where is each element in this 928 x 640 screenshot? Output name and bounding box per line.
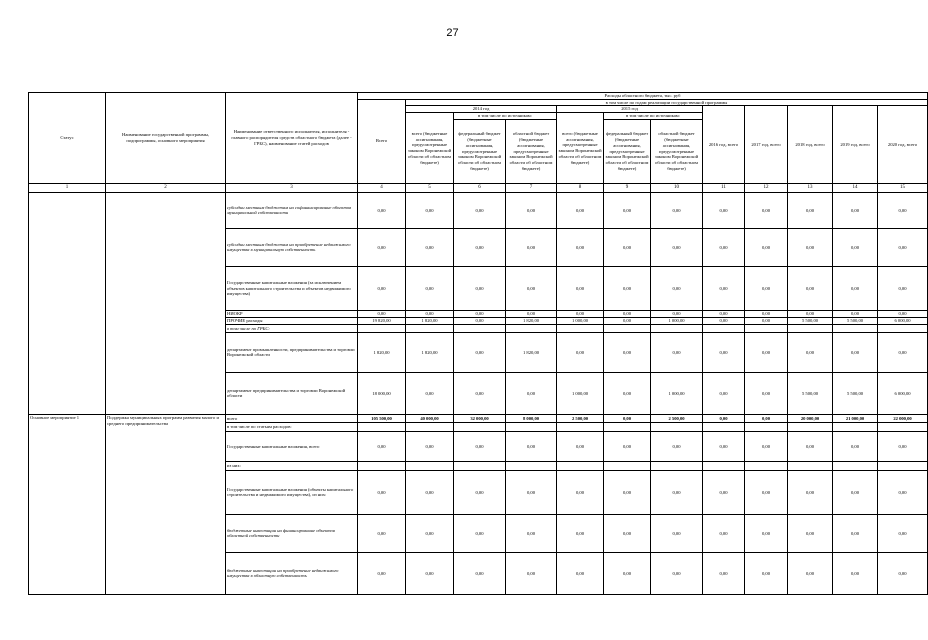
value-cell xyxy=(406,461,454,470)
value-cell: 5 500,00 xyxy=(788,317,833,324)
program-name-cell xyxy=(106,192,226,414)
value-cell: 0,00 xyxy=(358,514,406,552)
value-cell: 1 000,00 xyxy=(651,372,703,414)
value-cell: 0,00 xyxy=(703,266,745,310)
header-program-name: Наименование государственной программы, подпрограммы, основного мероприятия xyxy=(106,93,226,184)
expense-item-label: из них: xyxy=(226,461,358,470)
header-2014-regional: областной бюджет (бюджетные ассигнования, предусмотренные законом Воронежской области об областном бюджете) xyxy=(506,119,557,183)
value-cell: 0,00 xyxy=(651,514,703,552)
header-2014-sources: в том числе по источникам: xyxy=(454,113,557,120)
header-expenses-title: Расходы областного бюджета, тыс. руб xyxy=(358,93,928,100)
value-cell: 0,00 xyxy=(878,514,928,552)
header-2020: 2020 год, всего xyxy=(878,106,928,183)
header-executor: Наименование ответственного исполнителя, исполнителя - главного распорядителя средств областного бюджета (далее - ГРБС), наименование статей расходов xyxy=(226,93,358,184)
value-cell: 20 000,00 xyxy=(788,414,833,422)
expense-item-label: в том числе по статьям расходов: xyxy=(226,422,358,431)
value-cell: 0,00 xyxy=(745,552,788,594)
column-number: 3 xyxy=(226,183,358,192)
value-cell: 0,00 xyxy=(406,266,454,310)
column-number: 12 xyxy=(745,183,788,192)
value-cell xyxy=(651,461,703,470)
header-2014-federal: федеральный бюджет (бюджетные ассигнования, предусмотренные законом Воронежской области об областном бюджете) xyxy=(454,119,506,183)
value-cell: 0,00 xyxy=(557,310,604,317)
value-cell: 0,00 xyxy=(506,431,557,461)
value-cell: 0,00 xyxy=(557,228,604,266)
value-cell: 0,00 xyxy=(358,266,406,310)
value-cell: 0,00 xyxy=(703,552,745,594)
value-cell xyxy=(651,422,703,431)
value-cell: 0,00 xyxy=(833,266,878,310)
value-cell: 1 000,00 xyxy=(557,372,604,414)
header-status: Статус xyxy=(29,93,106,184)
expense-item-label: НИОКР xyxy=(226,310,358,317)
value-cell: 0,00 xyxy=(878,192,928,228)
value-cell: 0,00 xyxy=(557,470,604,514)
value-cell: 5 500,00 xyxy=(833,372,878,414)
value-cell: 0,00 xyxy=(454,552,506,594)
header-by-years: в том числе по годам реализации государственной программы xyxy=(406,99,928,106)
value-cell: 0,00 xyxy=(788,228,833,266)
header-2014-all: всего (бюджетные ассигнования, предусмотренные законом Воронежской области об областном бюджете) xyxy=(406,113,454,184)
value-cell: 0,00 xyxy=(454,431,506,461)
header-total: Всего xyxy=(358,99,406,183)
value-cell: 0,00 xyxy=(703,514,745,552)
value-cell: 2 500,00 xyxy=(557,414,604,422)
value-cell: 0,00 xyxy=(406,372,454,414)
column-number: 4 xyxy=(358,183,406,192)
value-cell: 0,00 xyxy=(878,431,928,461)
value-cell: 0,00 xyxy=(454,228,506,266)
value-cell: 0,00 xyxy=(604,310,651,317)
value-cell: 0,00 xyxy=(358,228,406,266)
value-cell: 0,00 xyxy=(703,310,745,317)
value-cell xyxy=(358,422,406,431)
value-cell xyxy=(604,422,651,431)
value-cell: 0,00 xyxy=(604,192,651,228)
column-numbers-row xyxy=(29,183,928,192)
value-cell xyxy=(506,422,557,431)
value-cell: 0,00 xyxy=(604,470,651,514)
value-cell: 1 820,00 xyxy=(358,332,406,372)
value-cell: 0,00 xyxy=(833,310,878,317)
value-cell xyxy=(454,324,506,332)
value-cell: 0,00 xyxy=(833,332,878,372)
value-cell: 0,00 xyxy=(651,552,703,594)
value-cell: 0,00 xyxy=(358,310,406,317)
value-cell: 0,00 xyxy=(833,431,878,461)
value-cell: 0,00 xyxy=(788,310,833,317)
value-cell: 0,00 xyxy=(454,514,506,552)
value-cell: 0,00 xyxy=(604,266,651,310)
value-cell: 1 820,00 xyxy=(506,332,557,372)
value-cell: 6 000,00 xyxy=(878,317,928,324)
header-2015-regional: областной бюджет (бюджетные ассигнования, предусмотренные законом Воронежской области об областном бюджете) xyxy=(651,119,703,183)
column-number: 2 xyxy=(106,183,226,192)
column-number: 15 xyxy=(878,183,928,192)
expense-item-label: департамент промышленности, предпринимательства и торговли Воронежской области xyxy=(226,332,358,372)
expense-item-label: Государственные капитальные вложения (за исключением объектов капитального строительства и объектов недвижимого имущества) xyxy=(226,266,358,310)
value-cell xyxy=(406,422,454,431)
value-cell: 0,00 xyxy=(406,552,454,594)
budget-table xyxy=(28,92,928,595)
value-cell xyxy=(833,422,878,431)
value-cell: 0,00 xyxy=(703,470,745,514)
value-cell: 0,00 xyxy=(833,552,878,594)
table-header xyxy=(29,93,928,193)
value-cell: 0,00 xyxy=(745,431,788,461)
value-cell: 0,00 xyxy=(604,414,651,422)
value-cell xyxy=(604,324,651,332)
value-cell: 0,00 xyxy=(788,514,833,552)
value-cell: 0,00 xyxy=(833,514,878,552)
value-cell: 0,00 xyxy=(406,192,454,228)
column-number: 5 xyxy=(406,183,454,192)
value-cell: 0,00 xyxy=(358,470,406,514)
value-cell: 0,00 xyxy=(506,514,557,552)
value-cell: 0,00 xyxy=(358,552,406,594)
expense-item-label: департамент предпринимательства и торговли Воронежской области xyxy=(226,372,358,414)
value-cell xyxy=(604,461,651,470)
value-cell xyxy=(557,324,604,332)
value-cell xyxy=(358,324,406,332)
value-cell: 0,00 xyxy=(878,470,928,514)
value-cell: 0,00 xyxy=(745,228,788,266)
value-cell xyxy=(745,324,788,332)
value-cell xyxy=(703,324,745,332)
column-number: 6 xyxy=(454,183,506,192)
value-cell: 0,00 xyxy=(833,470,878,514)
value-cell: 0,00 xyxy=(703,414,745,422)
value-cell: 0,00 xyxy=(745,317,788,324)
program-name-cell: Поддержка муниципальных программ развития малого и среднего предпринимательства xyxy=(106,414,226,594)
value-cell: 0,00 xyxy=(788,332,833,372)
column-number: 7 xyxy=(506,183,557,192)
value-cell: 0,00 xyxy=(604,431,651,461)
value-cell xyxy=(703,461,745,470)
value-cell xyxy=(406,324,454,332)
value-cell: 0,00 xyxy=(454,192,506,228)
value-cell xyxy=(833,461,878,470)
value-cell: 0,00 xyxy=(604,514,651,552)
expense-item-label: бюджетные инвестиции на финансирование объектов областной собственности xyxy=(226,514,358,552)
expense-item-label: субсидии местным бюджетам на софинансирование объектов муниципальной собственности xyxy=(226,192,358,228)
column-number: 14 xyxy=(833,183,878,192)
value-cell: 0,00 xyxy=(703,372,745,414)
value-cell: 0,00 xyxy=(454,470,506,514)
value-cell: 0,00 xyxy=(745,372,788,414)
value-cell: 0,00 xyxy=(406,228,454,266)
status-cell xyxy=(29,192,106,414)
value-cell: 0,00 xyxy=(651,332,703,372)
value-cell: 0,00 xyxy=(454,266,506,310)
value-cell xyxy=(788,422,833,431)
value-cell: 0,00 xyxy=(788,470,833,514)
value-cell: 0,00 xyxy=(557,552,604,594)
value-cell: 0,00 xyxy=(506,552,557,594)
value-cell xyxy=(358,461,406,470)
header-2015-federal: федеральный бюджет (бюджетные ассигнования, предусмотренные законом Воронежской области об областном бюджете) xyxy=(604,119,651,183)
value-cell: 0,00 xyxy=(506,310,557,317)
value-cell: 0,00 xyxy=(557,266,604,310)
value-cell xyxy=(788,461,833,470)
value-cell: 0,00 xyxy=(454,372,506,414)
value-cell xyxy=(454,422,506,431)
value-cell: 0,00 xyxy=(454,310,506,317)
value-cell: 0,00 xyxy=(788,431,833,461)
value-cell: 0,00 xyxy=(745,514,788,552)
value-cell: 0,00 xyxy=(604,552,651,594)
column-number: 13 xyxy=(788,183,833,192)
value-cell: 0,00 xyxy=(745,266,788,310)
value-cell: 0,00 xyxy=(557,431,604,461)
value-cell: 0,00 xyxy=(745,414,788,422)
value-cell: 0,00 xyxy=(878,310,928,317)
value-cell: 0,00 xyxy=(745,192,788,228)
column-number: 8 xyxy=(557,183,604,192)
value-cell: 0,00 xyxy=(557,332,604,372)
expense-item-label: Государственные капитальные вложения (объекты капитального строительства и недвижимого имущества), из них: xyxy=(226,470,358,514)
value-cell: 40 000,00 xyxy=(406,414,454,422)
value-cell: 0,00 xyxy=(406,310,454,317)
value-cell: 22 000,00 xyxy=(878,414,928,422)
value-cell: 21 000,00 xyxy=(833,414,878,422)
header-2015-all: всего (бюджетные ассигнования, предусмотренные законом Воронежской области об областном бюджете) xyxy=(557,113,604,184)
value-cell: 0,00 xyxy=(745,332,788,372)
expense-item-label: субсидии местным бюджетам на приобретение недвижимого имущества в муниципальную собственность xyxy=(226,228,358,266)
value-cell: 0,00 xyxy=(651,431,703,461)
column-number: 11 xyxy=(703,183,745,192)
header-year-2014: 2014 год xyxy=(406,106,557,113)
value-cell: 5 500,00 xyxy=(833,317,878,324)
value-cell: 0,00 xyxy=(833,192,878,228)
expense-item-label: бюджетные инвестиции на приобретение недвижимого имущества в областную собственность xyxy=(226,552,358,594)
expense-item-label: Государственные капитальные вложения, всего xyxy=(226,431,358,461)
value-cell: 0,00 xyxy=(651,470,703,514)
value-cell: 18 000,00 xyxy=(358,372,406,414)
value-cell xyxy=(506,324,557,332)
value-cell: 0,00 xyxy=(557,514,604,552)
value-cell xyxy=(557,422,604,431)
value-cell: 0,00 xyxy=(788,192,833,228)
value-cell: 0,00 xyxy=(358,431,406,461)
value-cell: 0,00 xyxy=(788,552,833,594)
value-cell: 1 820,00 xyxy=(406,317,454,324)
value-cell: 105 500,00 xyxy=(358,414,406,422)
value-cell: 6 000,00 xyxy=(878,372,928,414)
table-row xyxy=(29,192,928,228)
value-cell: 0,00 xyxy=(454,332,506,372)
value-cell xyxy=(833,324,878,332)
header-2016: 2016 год, всего xyxy=(703,106,745,183)
value-cell: 0,00 xyxy=(506,266,557,310)
header-2019: 2019 год, всего xyxy=(833,106,878,183)
value-cell: 0,00 xyxy=(604,372,651,414)
value-cell: 0,00 xyxy=(878,266,928,310)
table-body xyxy=(29,192,928,594)
value-cell xyxy=(454,461,506,470)
value-cell: 1 000,00 xyxy=(557,317,604,324)
value-cell: 32 000,00 xyxy=(454,414,506,422)
header-2018: 2018 год, всего xyxy=(788,106,833,183)
value-cell xyxy=(788,324,833,332)
value-cell xyxy=(745,422,788,431)
page-number: 27 xyxy=(446,27,459,39)
value-cell: 0,00 xyxy=(604,332,651,372)
value-cell: 0,00 xyxy=(703,192,745,228)
value-cell xyxy=(557,461,604,470)
value-cell: 0,00 xyxy=(506,470,557,514)
value-cell: 0,00 xyxy=(604,317,651,324)
value-cell: 0,00 xyxy=(651,310,703,317)
value-cell xyxy=(878,461,928,470)
value-cell: 0,00 xyxy=(651,192,703,228)
value-cell: 19 820,00 xyxy=(358,317,406,324)
value-cell: 0,00 xyxy=(506,228,557,266)
value-cell: 0,00 xyxy=(406,514,454,552)
value-cell xyxy=(878,422,928,431)
expense-item-label: в том числе по ГРБС: xyxy=(226,324,358,332)
value-cell: 0,00 xyxy=(878,228,928,266)
value-cell: 0,00 xyxy=(745,470,788,514)
value-cell: 0,00 xyxy=(788,266,833,310)
value-cell: 0,00 xyxy=(651,228,703,266)
expense-item-label: ПРОЧИЕ расходы xyxy=(226,317,358,324)
value-cell: 2 500,00 xyxy=(651,414,703,422)
value-cell xyxy=(703,422,745,431)
value-cell: 0,00 xyxy=(878,552,928,594)
value-cell: 0,00 xyxy=(878,332,928,372)
value-cell: 0,00 xyxy=(454,317,506,324)
value-cell: 0,00 xyxy=(604,228,651,266)
value-cell: 1 820,00 xyxy=(406,332,454,372)
value-cell xyxy=(651,324,703,332)
value-cell: 0,00 xyxy=(651,266,703,310)
value-cell: 0,00 xyxy=(406,470,454,514)
value-cell: 0,00 xyxy=(703,332,745,372)
header-year-2015: 2015 год xyxy=(557,106,703,113)
value-cell: 0,00 xyxy=(745,310,788,317)
value-cell: 0,00 xyxy=(703,317,745,324)
header-2017: 2017 год, всего xyxy=(745,106,788,183)
column-number: 9 xyxy=(604,183,651,192)
value-cell: 0,00 xyxy=(406,431,454,461)
value-cell: 0,00 xyxy=(358,192,406,228)
header-2015-sources: в том числе по источникам: xyxy=(604,113,703,120)
value-cell: 1 820,00 xyxy=(506,317,557,324)
value-cell xyxy=(745,461,788,470)
value-cell xyxy=(506,461,557,470)
value-cell: 8 000,00 xyxy=(506,414,557,422)
value-cell: 0,00 xyxy=(833,228,878,266)
value-cell: 5 500,00 xyxy=(788,372,833,414)
value-cell: 0,00 xyxy=(506,372,557,414)
column-number: 10 xyxy=(651,183,703,192)
value-cell: 0,00 xyxy=(557,192,604,228)
value-cell: 0,00 xyxy=(506,192,557,228)
value-cell: 0,00 xyxy=(703,431,745,461)
table-row xyxy=(29,414,928,422)
value-cell xyxy=(878,324,928,332)
status-cell: Основное мероприятие 1 xyxy=(29,414,106,594)
expense-item-label: всего xyxy=(226,414,358,422)
column-number: 1 xyxy=(29,183,106,192)
value-cell: 0,00 xyxy=(703,228,745,266)
value-cell: 1 000,00 xyxy=(651,317,703,324)
